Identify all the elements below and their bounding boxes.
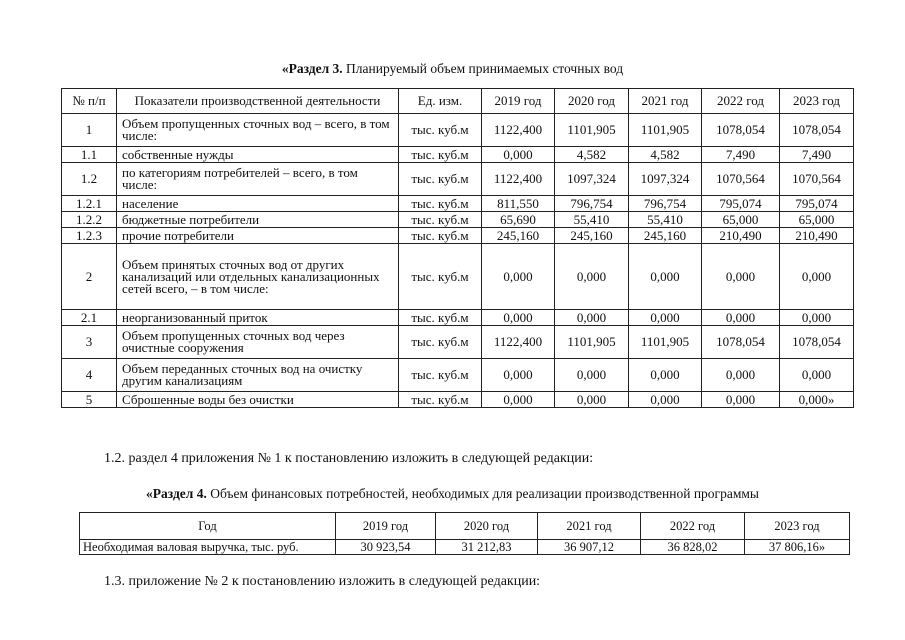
value-2023: 1070,564 <box>780 163 854 196</box>
value-2019: 65,690 <box>482 212 555 228</box>
value-2022: 1078,054 <box>702 114 780 147</box>
value-2019: 245,160 <box>482 228 555 244</box>
row-unit: тыс. куб.м <box>399 228 482 244</box>
col-header-2020: 2020 год <box>436 513 538 540</box>
paragraph-1-2: 1.2. раздел 4 приложения № 1 к постановлению изложить в следующей редакции: <box>104 451 594 466</box>
value-2022: 0,000 <box>702 392 780 408</box>
table-row <box>62 212 854 228</box>
value-2021: 0,000 <box>629 310 702 326</box>
section-4-title-prefix: «Раздел 4. <box>146 486 207 501</box>
value-2021: 55,410 <box>629 212 702 228</box>
col-header-2021: 2021 год <box>538 513 641 540</box>
col-header-2022: 2022 год <box>641 513 745 540</box>
table-row <box>62 114 854 147</box>
value-2023: 0,000 <box>780 310 854 326</box>
row-indicator: прочие потребители <box>117 228 399 244</box>
value-2019: 0,000 <box>482 244 555 310</box>
row-indicator: по категориям потребителей – всего, в том числе: <box>117 163 399 196</box>
value-2023: 210,490 <box>780 228 854 244</box>
row-indicator: Объем пропущенных сточных вод – всего, в том числе: <box>117 114 399 147</box>
table-row <box>62 244 854 310</box>
row-unit: тыс. куб.м <box>399 163 482 196</box>
value-2019: 0,000 <box>482 147 555 163</box>
value-2023: 0,000» <box>780 392 854 408</box>
row-number: 4 <box>62 359 117 392</box>
paragraph-1-3: 1.3. приложение № 2 к постановлению изложить в следующей редакции: <box>104 574 541 589</box>
value-2022: 210,490 <box>702 228 780 244</box>
row-unit: тыс. куб.м <box>399 392 482 408</box>
table-row <box>62 310 854 326</box>
value-2020: 796,754 <box>555 196 629 212</box>
value-2019: 30 923,54 <box>336 540 436 555</box>
value-2019: 1122,400 <box>482 163 555 196</box>
table-row <box>62 163 854 196</box>
value-2021: 4,582 <box>629 147 702 163</box>
row-number: 1.2 <box>62 163 117 196</box>
value-2020: 245,160 <box>555 228 629 244</box>
value-2020: 55,410 <box>555 212 629 228</box>
value-2022: 0,000 <box>702 310 780 326</box>
value-2022: 36 828,02 <box>641 540 745 555</box>
row-unit: тыс. куб.м <box>399 244 482 310</box>
row-unit: тыс. куб.м <box>399 196 482 212</box>
row-number: 5 <box>62 392 117 408</box>
value-2020: 0,000 <box>555 359 629 392</box>
col-header-2023: 2023 год <box>780 89 854 114</box>
table-row <box>62 147 854 163</box>
col-header-unit: Ед. изм. <box>399 89 482 114</box>
value-2019: 0,000 <box>482 310 555 326</box>
col-header-indicator: Показатели производственной деятельности <box>117 89 399 114</box>
col-header-2022: 2022 год <box>702 89 780 114</box>
row-indicator: Сброшенные воды без очистки <box>117 392 399 408</box>
row-number: 1.2.3 <box>62 228 117 244</box>
value-2021: 245,160 <box>629 228 702 244</box>
row-unit: тыс. куб.м <box>399 326 482 359</box>
col-header-no: № п/п <box>62 89 117 114</box>
row-unit: тыс. куб.м <box>399 359 482 392</box>
value-2021: 1101,905 <box>629 326 702 359</box>
table-row <box>62 228 854 244</box>
value-2022: 7,490 <box>702 147 780 163</box>
row-unit: тыс. куб.м <box>399 114 482 147</box>
value-2023: 1078,054 <box>780 114 854 147</box>
value-2023: 0,000 <box>780 244 854 310</box>
row-number: 1.2.2 <box>62 212 117 228</box>
section-3-table <box>61 88 854 408</box>
row-name: Необходимая валовая выручка, тыс. руб. <box>80 540 336 555</box>
table-row <box>62 196 854 212</box>
table-row <box>62 359 854 392</box>
section-3-title-text: Планируемый объем принимаемых сточных вод <box>342 61 624 76</box>
row-number: 2.1 <box>62 310 117 326</box>
col-header-2019: 2019 год <box>482 89 555 114</box>
row-unit: тыс. куб.м <box>399 310 482 326</box>
value-2021: 796,754 <box>629 196 702 212</box>
value-2021: 0,000 <box>629 359 702 392</box>
row-number: 3 <box>62 326 117 359</box>
value-2020: 1101,905 <box>555 326 629 359</box>
row-unit: тыс. куб.м <box>399 147 482 163</box>
row-indicator: Объем пропущенных сточных вод через очистные сооружения <box>117 326 399 359</box>
table-row <box>80 540 850 555</box>
value-2020: 0,000 <box>555 244 629 310</box>
value-2021: 0,000 <box>629 392 702 408</box>
value-2023: 0,000 <box>780 359 854 392</box>
value-2019: 1122,400 <box>482 114 555 147</box>
row-number: 1.1 <box>62 147 117 163</box>
value-2022: 65,000 <box>702 212 780 228</box>
value-2022: 0,000 <box>702 359 780 392</box>
value-2020: 0,000 <box>555 392 629 408</box>
col-header-2020: 2020 год <box>555 89 629 114</box>
row-indicator: бюджетные потребители <box>117 212 399 228</box>
col-header-2021: 2021 год <box>629 89 702 114</box>
value-2023: 1078,054 <box>780 326 854 359</box>
value-2020: 1101,905 <box>555 114 629 147</box>
col-header-2023: 2023 год <box>745 513 850 540</box>
value-2019: 1122,400 <box>482 326 555 359</box>
value-2022: 0,000 <box>702 244 780 310</box>
row-indicator: неорганизованный приток <box>117 310 399 326</box>
value-2021: 1101,905 <box>629 114 702 147</box>
row-number: 1.2.1 <box>62 196 117 212</box>
value-2021: 1097,324 <box>629 163 702 196</box>
row-indicator: Объем принятых сточных вод от других канализаций или отдельных канализационных сетей всего, – в том числе: <box>117 244 399 310</box>
value-2022: 1078,054 <box>702 326 780 359</box>
section-4-title-text: Объем финансовых потребностей, необходимых для реализации производственной программы <box>206 486 759 501</box>
value-2021: 0,000 <box>629 244 702 310</box>
value-2019: 0,000 <box>482 392 555 408</box>
value-2020: 4,582 <box>555 147 629 163</box>
value-2020: 31 212,83 <box>436 540 538 555</box>
col-header-2019: 2019 год <box>336 513 436 540</box>
row-indicator: собственные нужды <box>117 147 399 163</box>
section-4-table <box>79 512 850 555</box>
value-2022: 795,074 <box>702 196 780 212</box>
value-2023: 37 806,16» <box>745 540 850 555</box>
table-row <box>62 392 854 408</box>
row-indicator: Объем переданных сточных вод на очистку другим канализациям <box>117 359 399 392</box>
value-2021: 36 907,12 <box>538 540 641 555</box>
value-2020: 0,000 <box>555 310 629 326</box>
value-2023: 65,000 <box>780 212 854 228</box>
value-2023: 7,490 <box>780 147 854 163</box>
row-number: 1 <box>62 114 117 147</box>
table-row <box>62 326 854 359</box>
value-2019: 0,000 <box>482 359 555 392</box>
section-4-header-row <box>80 513 850 540</box>
row-number: 2 <box>62 244 117 310</box>
value-2023: 795,074 <box>780 196 854 212</box>
row-indicator: население <box>117 196 399 212</box>
value-2019: 811,550 <box>482 196 555 212</box>
section-4-title <box>0 486 905 502</box>
row-unit: тыс. куб.м <box>399 212 482 228</box>
value-2020: 1097,324 <box>555 163 629 196</box>
section-3-title-prefix: «Раздел 3. <box>281 61 343 76</box>
value-2022: 1070,564 <box>702 163 780 196</box>
section-3-title <box>0 61 905 77</box>
col-header-year: Год <box>80 513 336 540</box>
section-3-header-row <box>62 89 854 114</box>
